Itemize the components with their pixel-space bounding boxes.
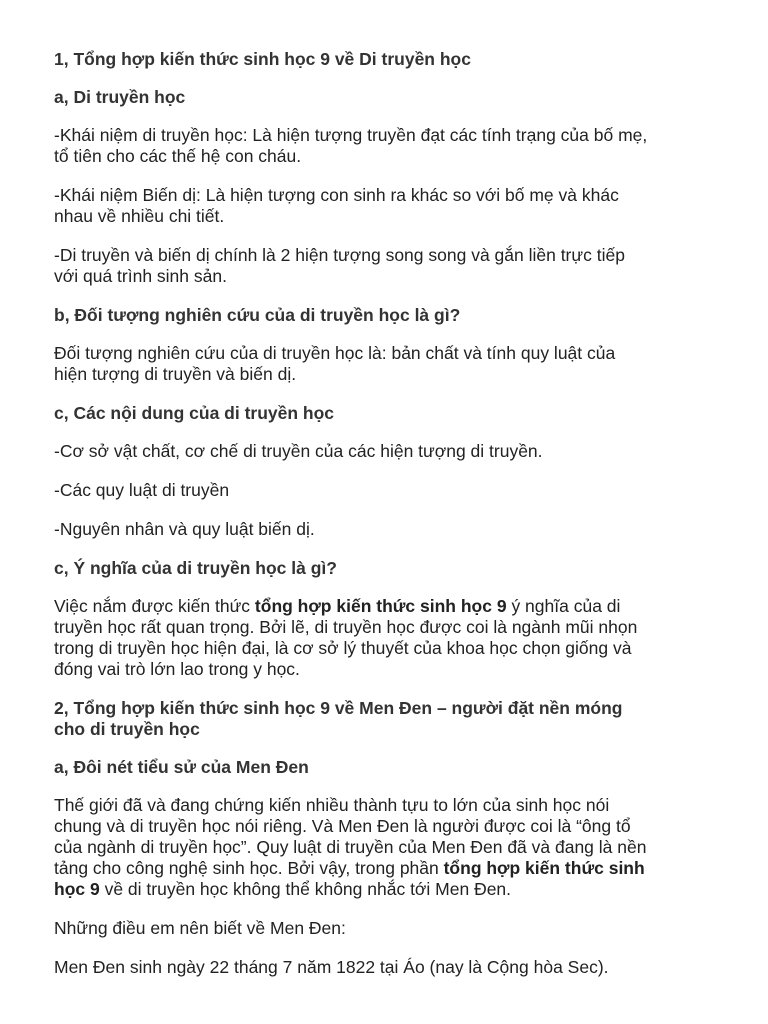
subsection-1d-heading [54,558,728,579]
paragraph-line: -Các quy luật di truyền [54,480,230,500]
subsection-1b-heading [54,305,728,326]
paragraph-line: Những điều em nên biết về Men Đen: [54,918,346,938]
paragraph-line: -Nguyên nhân và quy luật biến dị. [54,519,315,539]
paragraph-y-nghia [54,596,728,680]
subsection-1a-heading [54,87,728,108]
paragraph-line: Thế giới đã và đang chứng kiến nhiều thành tựu to lớn của sinh học nói [54,795,610,815]
paragraph-line: chung và di truyền học nói riêng. Và Men Đen là người được coi là “ông tổ [54,816,631,836]
paragraph-men-den-intro [54,795,728,900]
paragraph-line: truyền học rất quan trọng. Bởi lẽ, di truyền học được coi là ngành mũi nhọn [54,617,638,637]
paragraph-line: nhau về nhiều chi tiết. [54,206,225,226]
list-item-nguyen-nhan [54,519,728,540]
text-span: Việc nắm được kiến thức [54,596,255,616]
paragraph-line [54,596,728,617]
paragraph-line: với quá trình sinh sản. [54,266,227,286]
text-span: ý nghĩa của di [506,596,621,616]
heading-text: 1, Tổng hợp kiến thức sinh học 9 về Di truyền học [54,49,471,69]
heading-text: b, Đối tượng nghiên cứu của di truyền học là gì? [54,305,461,325]
paragraph-line: Đối tượng nghiên cứu của di truyền học là: bản chất và tính quy luật của [54,343,616,363]
bold-keyword: tổng hợp kiến thức sinh học 9 [254,596,507,616]
section-1-heading [54,49,728,70]
paragraph-line: trong di truyền học hiện đại, là cơ sở lý thuyết của khoa học chọn giống và [54,638,632,658]
paragraph-khai-niem-di-truyen [54,125,728,167]
bold-keyword: học 9 [54,879,100,899]
bold-keyword: tổng hợp kiến thức sinh [443,858,645,878]
list-item-quy-luat [54,480,728,501]
paragraph-men-den-birth [54,957,728,978]
paragraph-line: -Cơ sở vật chất, cơ chế di truyền của các hiện tượng di truyền. [54,441,543,461]
paragraph-khai-niem-bien-di [54,185,728,227]
paragraph-line: Men Đen sinh ngày 22 tháng 7 năm 1822 tại Áo (nay là Cộng hòa Sec). [54,957,609,977]
list-item-co-so [54,441,728,462]
paragraph-line [54,879,728,900]
paragraph-line [54,858,728,879]
paragraph-di-truyen-va-bien-di [54,245,728,287]
heading-text: c, Ý nghĩa của di truyền học là gì? [54,558,337,578]
paragraph-line: hiện tượng di truyền và biến dị. [54,364,297,384]
paragraph-line: -Khái niệm Biến dị: Là hiện tượng con sinh ra khác so với bố mẹ và khác [54,185,619,205]
heading-text: cho di truyền học [54,719,200,739]
paragraph-line: đóng vai trò lớn lao trong y học. [54,659,300,679]
section-2-heading [54,698,728,740]
heading-text: a, Đôi nét tiểu sử của Men Đen [54,757,309,777]
paragraph-line: -Khái niệm di truyền học: Là hiện tượng truyền đạt các tính trạng của bố mẹ, [54,125,648,145]
paragraph-line: tổ tiên cho các thế hệ con cháu. [54,146,302,166]
heading-text: c, Các nội dung của di truyền học [54,403,335,423]
text-span: tảng cho công nghệ sinh học. Bởi vậy, trong phần [54,858,444,878]
subsection-1c-heading [54,403,728,424]
text-span: về di truyền học không thể không nhắc tới Men Đen. [99,879,512,899]
paragraph-doi-tuong [54,343,728,385]
paragraph-nhung-dieu [54,918,728,939]
paragraph-line: -Di truyền và biến dị chính là 2 hiện tượng song song và gắn liền trực tiếp [54,245,625,265]
subsection-2a-heading [54,757,728,778]
paragraph-line: của ngành di truyền học”. Quy luật di truyền của Men Đen đã và đang là nền [54,837,647,857]
heading-text: a, Di truyền học [54,87,186,107]
heading-text: 2, Tổng hợp kiến thức sinh học 9 về Men Đen – người đặt nền móng [54,698,623,718]
